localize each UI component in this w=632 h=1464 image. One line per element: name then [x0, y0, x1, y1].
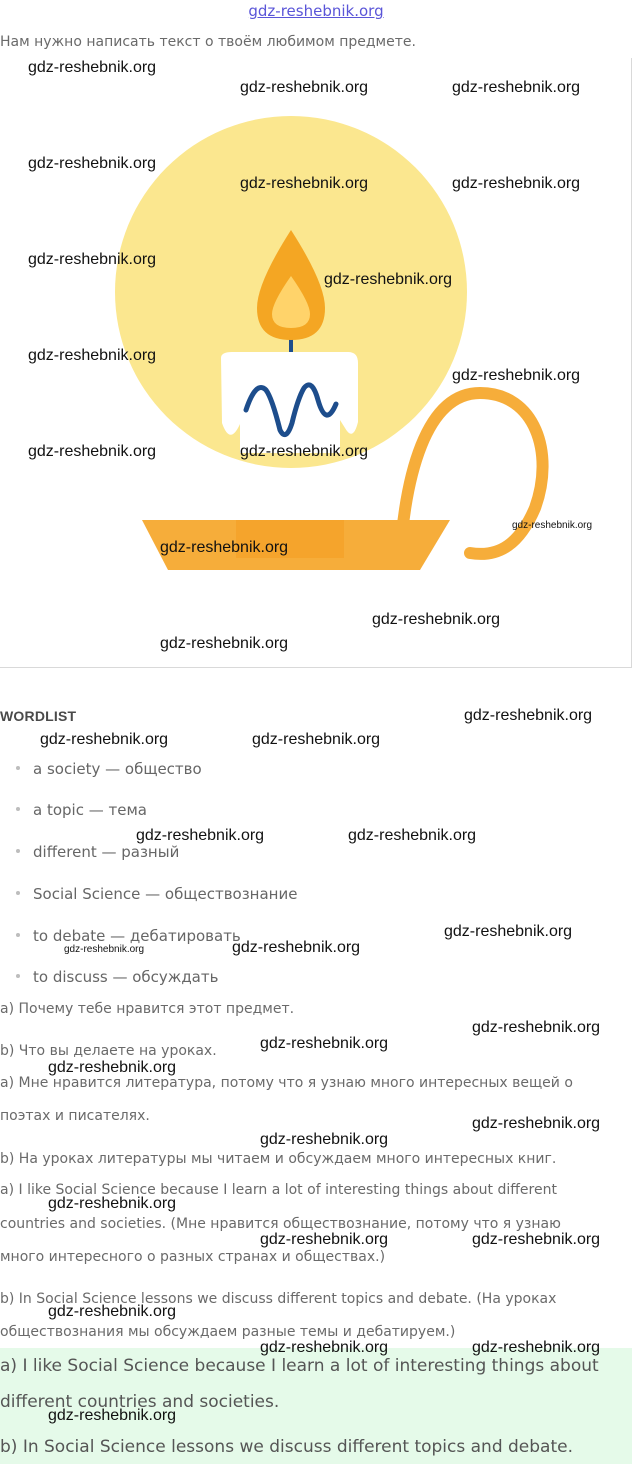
bullet-icon	[16, 974, 20, 978]
task-line: обществознания мы обсуждаем разные темы и дебатируем.)	[0, 1324, 456, 1340]
watermark: gdz-reshebnik.org	[452, 175, 581, 192]
watermark: gdz-reshebnik.org	[48, 1195, 177, 1212]
bullet-icon	[16, 849, 20, 853]
watermark: gdz-reshebnik.org	[472, 1339, 601, 1356]
task-line: b) На уроках литературы мы читаем и обсуждаем много интересных книг.	[0, 1151, 557, 1167]
watermark: gdz-reshebnik.org	[260, 1035, 389, 1052]
watermark: gdz-reshebnik.org	[136, 827, 265, 844]
task-line: countries and societies. (Мне нравится обществознание, потому что я узнаю	[0, 1216, 561, 1232]
watermark: gdz-reshebnik.org	[372, 611, 501, 628]
task-line: b) In Social Science lessons we discuss different topics and debate. (На уроках	[0, 1291, 557, 1307]
answer-line: b) In Social Science lessons we discuss different topics and debate.	[0, 1437, 574, 1457]
watermark: gdz-reshebnik.org	[232, 939, 361, 956]
wordlist-item: to debate — дебатировать	[16, 927, 241, 945]
watermark: gdz-reshebnik.org	[48, 1303, 177, 1320]
watermark: gdz-reshebnik.org	[260, 1339, 389, 1356]
answer-line: different countries and societies.	[0, 1392, 280, 1412]
watermark: gdz-reshebnik.org	[160, 539, 289, 556]
watermark: gdz-reshebnik.org	[472, 1019, 601, 1036]
watermark: gdz-reshebnik.org	[28, 59, 157, 76]
watermark: gdz-reshebnik.org	[28, 155, 157, 172]
watermark: gdz-reshebnik.org	[348, 827, 477, 844]
bullet-icon	[16, 807, 20, 811]
wordlist-item: a society — общество	[16, 760, 202, 778]
watermark: gdz-reshebnik.org	[240, 443, 369, 460]
task-line: a) I like Social Science because I learn a lot of interesting things about different	[0, 1182, 557, 1198]
bullet-icon	[16, 766, 20, 770]
watermark: gdz-reshebnik.org	[160, 635, 289, 652]
watermark: gdz-reshebnik.org	[28, 443, 157, 460]
watermark: gdz-reshebnik.org	[512, 520, 593, 531]
watermark: gdz-reshebnik.org	[444, 923, 573, 940]
watermark: gdz-reshebnik.org	[472, 1115, 601, 1132]
task-line: много интересного о разных странах и обществах.)	[0, 1249, 386, 1265]
answer-line: a) I like Social Science because I learn a lot of interesting things about	[0, 1356, 599, 1376]
wordlist-title: WORDLIST	[0, 708, 77, 724]
task-line: b) Что вы делаете на уроках.	[0, 1043, 217, 1059]
bullet-icon	[16, 891, 20, 895]
watermark: gdz-reshebnik.org	[260, 1131, 389, 1148]
task-line: a) Мне нравится литература, потому что я узнаю много интересных вещей о	[0, 1075, 573, 1091]
watermark: gdz-reshebnik.org	[252, 731, 381, 748]
task-line: a) Почему тебе нравится этот предмет.	[0, 1001, 295, 1017]
watermark: gdz-reshebnik.org	[464, 707, 593, 724]
bullet-icon	[16, 933, 20, 937]
watermark: gdz-reshebnik.org	[48, 1407, 177, 1424]
watermark: gdz-reshebnik.org	[64, 944, 145, 955]
wordlist-item: to discuss — обсуждать	[16, 968, 218, 986]
wordlist-item: Social Science — обществознание	[16, 885, 297, 903]
site-link[interactable]: gdz-reshebnik.org	[248, 2, 384, 20]
watermark: gdz-reshebnik.org	[324, 271, 453, 288]
watermark: gdz-reshebnik.org	[40, 731, 169, 748]
task-line: поэтах и писателях.	[0, 1108, 150, 1124]
intro-text: Нам нужно написать текст о твоём любимом предмете.	[0, 34, 416, 50]
watermark: gdz-reshebnik.org	[260, 1231, 389, 1248]
watermark: gdz-reshebnik.org	[452, 367, 581, 384]
wordlist-item: a topic — тема	[16, 801, 147, 819]
wordlist-item: different — разный	[16, 843, 179, 861]
watermark: gdz-reshebnik.org	[472, 1231, 601, 1248]
watermark: gdz-reshebnik.org	[48, 1059, 177, 1076]
watermark: gdz-reshebnik.org	[452, 79, 581, 96]
watermark: gdz-reshebnik.org	[240, 175, 369, 192]
watermark: gdz-reshebnik.org	[28, 251, 157, 268]
watermark: gdz-reshebnik.org	[240, 79, 369, 96]
watermark: gdz-reshebnik.org	[28, 347, 157, 364]
